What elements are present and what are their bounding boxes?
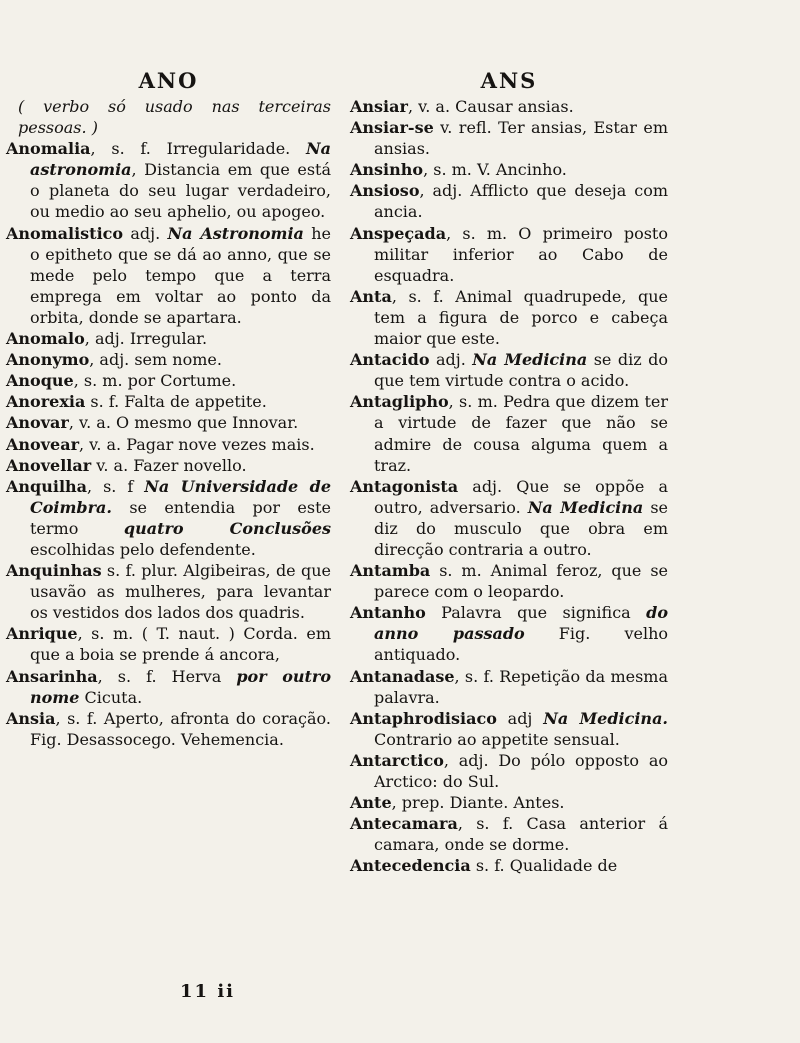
dictionary-entry xyxy=(6,412,331,433)
headword: Anomalo xyxy=(6,329,85,349)
definition-text: , s. m. por Cortume. xyxy=(73,371,237,391)
definition-text: , adj. Irregular. xyxy=(84,329,208,349)
dictionary-entry xyxy=(350,813,668,855)
headword: Ansinho xyxy=(350,160,424,180)
definition-text: , s. m. Pedra que dizem ter a virtude de fazer que não se admire de cousa alguma quem a traz. xyxy=(374,392,668,475)
headword: Antaphrodisiaco xyxy=(350,708,497,728)
headword: Antecamara xyxy=(350,814,458,834)
dictionary-entry xyxy=(350,560,668,602)
dictionary-entry xyxy=(350,117,668,159)
definition-text: , s. f. Animal quadrupede, que tem a figura de porco e cabeça maior que este. xyxy=(374,286,668,349)
signature-mark: 11 ii xyxy=(180,981,235,1002)
definition-text: , s. m. O primeiro posto militar inferior ao Cabo de esquadra. xyxy=(374,223,668,285)
left-column xyxy=(6,66,331,750)
definition-text: se diz do que tem virtude contra o acido. xyxy=(374,350,669,391)
running-head-left: ANO xyxy=(138,68,199,93)
headword: Ansarinha xyxy=(6,666,98,686)
headword: Anta xyxy=(350,286,392,306)
italic-phrase: por outro nome xyxy=(30,666,332,707)
headword: Antanho xyxy=(350,603,426,623)
italic-phrase: Na Medicina xyxy=(527,497,644,517)
italic-phrase: Na Medicina. xyxy=(543,708,668,728)
dictionary-entry xyxy=(6,349,331,370)
definition-text: v. refl. Ter ansias, Estar em ansias. xyxy=(374,118,668,159)
dictionary-entry xyxy=(6,328,331,349)
dictionary-entry xyxy=(6,476,331,560)
headword: Anovellar xyxy=(6,455,92,475)
dictionary-entry xyxy=(350,391,668,475)
headword: Antamba xyxy=(350,561,431,581)
italic-phrase: Na Astronomia xyxy=(167,223,304,243)
dictionary-entry xyxy=(350,666,668,708)
headword: Antagonista xyxy=(350,476,459,496)
definition-text: , s. m. V. Ancinho. xyxy=(423,160,567,180)
italic-phrase: Na Universidade de Coimbra. xyxy=(30,476,332,517)
headword: Ansioso xyxy=(350,181,420,201)
headword: Anrique xyxy=(6,624,78,644)
definition-text: , Distancia em que está o planeta do seu lugar verdadeiro, ou medio ao seu aphelio, ou apogeo. xyxy=(30,160,331,222)
definition-text: s. f. Falta de appetite. xyxy=(85,392,267,412)
dictionary-entry xyxy=(6,666,331,708)
definition-text: , adj. Afflicto que deseja com ancia. xyxy=(374,181,668,222)
definition-text: , s. f. Aperto, afronta do coração. Fig. Desassocego. Vehemencia. xyxy=(30,708,331,749)
definition-text: se entendia por este termo xyxy=(30,497,331,538)
definition-text: , adj. sem nome. xyxy=(89,350,222,370)
headword: Ansiar xyxy=(350,97,408,116)
left-entry-list xyxy=(6,96,331,750)
definition-text: , v. a. Causar ansias. xyxy=(407,97,574,116)
dictionary-entry xyxy=(350,349,668,391)
dictionary-entry xyxy=(6,391,331,412)
definition-text: Contrario ao appetite sensual. xyxy=(374,729,620,749)
dictionary-entry xyxy=(6,623,331,665)
headword: Anomalistico xyxy=(6,223,124,243)
definition-text: Palavra que significa xyxy=(425,603,647,623)
italic-phrase: Na astronomia xyxy=(30,139,331,180)
italic-phrase: Na Medicina xyxy=(472,350,588,370)
headword: Anovar xyxy=(6,413,69,433)
dictionary-entry xyxy=(350,96,668,117)
definition-text: escolhidas pelo defendente. xyxy=(30,539,256,559)
headword: Antanadase xyxy=(350,666,455,686)
definition-text: s. f. Qualidade de xyxy=(470,856,618,876)
italic-phrase: do anno passado xyxy=(374,603,668,644)
headword: Anorexia xyxy=(6,392,86,412)
headword: Ansiar-se xyxy=(350,118,434,138)
headword: Ante xyxy=(350,793,392,813)
dictionary-entry xyxy=(350,792,668,813)
definition-text: , v. a. O mesmo que Innovar. xyxy=(68,413,299,433)
dictionary-entry xyxy=(6,223,331,328)
definition-text: he o epitheto que se dá ao anno, que se mede pelo tempo que a terra emprega em voltar ao ponto da orbita, donde se apartara. xyxy=(30,223,332,327)
dictionary-entry xyxy=(6,434,331,455)
definition-text: , v. a. Pagar nove vezes mais. xyxy=(79,434,315,454)
headword: Anovear xyxy=(6,434,79,454)
entry-continuation xyxy=(6,96,331,138)
definition-text: , s. f. Casa anterior á camara, onde se dorme. xyxy=(374,814,668,855)
definition-text: s. f. plur. Algibeiras, de que usavão as mulheres, para levantar os vestidos dos lados dos quadris. xyxy=(30,561,331,623)
dictionary-entry xyxy=(350,159,668,180)
headword: Antarctico xyxy=(350,750,444,770)
dictionary-entry xyxy=(350,750,668,792)
headword: Antecedencia xyxy=(350,856,471,876)
italic-phrase: ( verbo só usado nas terceiras pessoas. ) xyxy=(18,97,331,138)
headword: Anspeçada xyxy=(350,223,447,243)
definition-text: adj. xyxy=(123,223,168,243)
dictionary-entry xyxy=(6,370,331,391)
dictionary-entry xyxy=(6,560,331,623)
right-entry-list xyxy=(350,96,668,876)
definition-text: , s. f. Herva xyxy=(97,666,237,686)
definition-text: , s. m. ( T. naut. ) Corda. em que a boia se prende á ancora, xyxy=(30,624,331,665)
headword: Antaglipho xyxy=(350,392,449,412)
definition-text: Cicuta. xyxy=(79,687,143,707)
definition-text: , s. f xyxy=(87,476,145,496)
definition-text: adj. xyxy=(429,350,473,370)
italic-phrase: quatro Conclusões xyxy=(123,518,332,538)
headword: Anomalia xyxy=(6,139,91,159)
dictionary-entry xyxy=(6,708,331,750)
dictionary-entry xyxy=(350,286,668,349)
definition-text: v. a. Fazer novello. xyxy=(91,455,247,475)
definition-text: , s. f. Irregularidade. xyxy=(90,139,306,159)
headword: Antacido xyxy=(350,350,430,370)
dictionary-entry xyxy=(350,180,668,222)
definition-text: s. m. Animal feroz, que se parece com o leopardo. xyxy=(374,561,668,602)
definition-text: Fig. velho antiquado. xyxy=(374,624,668,665)
definition-text: se diz do musculo que obra em direcção contraria a outro. xyxy=(374,497,669,559)
dictionary-entry xyxy=(6,455,331,476)
definition-text: , s. f. Repetição da mesma palavra. xyxy=(374,666,668,707)
definition-text: adj xyxy=(496,708,544,728)
headword: Anoque xyxy=(6,371,74,391)
headword: Anonymo xyxy=(6,350,90,370)
definition-text: , prep. Diante. Antes. xyxy=(391,793,565,813)
dictionary-entry xyxy=(350,855,668,876)
dictionary-entry xyxy=(350,476,668,560)
headword: Ansia xyxy=(6,708,56,728)
definition-text: , adj. Do pólo opposto ao Arctico: do Sul. xyxy=(374,750,668,791)
dictionary-entry xyxy=(6,138,331,222)
dictionary-entry xyxy=(350,708,668,750)
right-column xyxy=(350,66,668,876)
dictionary-entry xyxy=(350,602,668,665)
running-head-right: ANS xyxy=(480,68,538,93)
headword: Anquilha xyxy=(6,476,88,496)
headword: Anquinhas xyxy=(6,561,102,581)
dictionary-entry xyxy=(350,223,668,286)
definition-text: adj. Que se oppõe a outro, adversario. xyxy=(374,476,668,517)
